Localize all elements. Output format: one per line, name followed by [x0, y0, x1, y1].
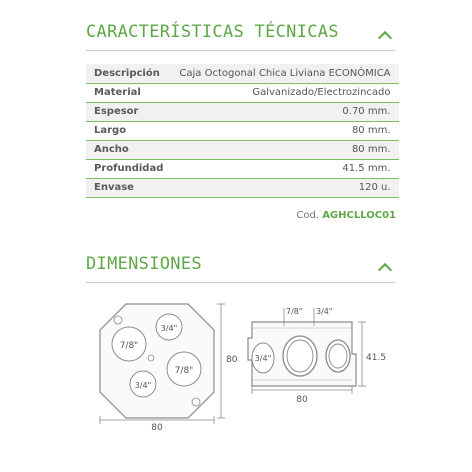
table-row: [86, 83, 399, 102]
table-row: [86, 140, 399, 159]
dimensions-header[interactable]: [86, 254, 395, 283]
height-label: 80: [226, 355, 238, 365]
knockout-circle: [326, 340, 350, 372]
product-code-label: Cod.: [296, 210, 319, 221]
height-label: 41.5: [366, 353, 387, 363]
top-knockout-label: 3/4": [316, 307, 333, 316]
table-row: [86, 64, 399, 83]
spec-value: 41.5 mm.: [342, 163, 391, 174]
spec-label: Largo: [94, 125, 127, 136]
table-row: [86, 121, 399, 140]
side-view-diagram: [244, 298, 394, 410]
dimensions-title: DIMENSIONES: [86, 254, 202, 274]
spec-label: Espesor: [94, 106, 139, 117]
table-row: [86, 102, 399, 121]
spec-label: Material: [94, 87, 141, 98]
table-row: [86, 178, 399, 197]
specs-table: [86, 64, 399, 198]
chevron-up-icon[interactable]: [380, 262, 389, 271]
characteristics-header[interactable]: [86, 22, 395, 51]
table-row: [86, 159, 399, 178]
knockout-label: 3/4": [160, 324, 178, 333]
knockout-label: 7/8": [119, 341, 139, 351]
characteristics-title: CARACTERÍSTICAS TÉCNICAS: [86, 22, 339, 42]
spec-label: Descripción: [94, 67, 160, 79]
spec-label: Envase: [94, 182, 134, 193]
width-label: 80: [296, 395, 308, 405]
spec-label: Ancho: [94, 144, 129, 155]
knockout-label: 7/8": [174, 366, 194, 376]
spec-value: 120 u.: [358, 182, 391, 193]
spec-value: 80 mm.: [351, 144, 391, 155]
width-label: 80: [151, 423, 163, 433]
spec-value: 80 mm.: [351, 125, 391, 136]
top-knockout-label: 7/8": [286, 307, 303, 316]
spec-value: Galvanizado/Electrozincado: [252, 87, 391, 98]
knockout-circle: [283, 336, 317, 376]
spec-label: Profundidad: [94, 163, 164, 174]
top-view-diagram: [96, 298, 246, 438]
spec-value: 0.70 mm.: [342, 106, 391, 117]
product-code-value: AGHCLLOC01: [322, 210, 396, 221]
knockout-label: 3/4": [134, 381, 152, 390]
chevron-up-icon[interactable]: [380, 30, 389, 39]
product-code: [296, 210, 396, 221]
spec-value: Caja Octogonal Chica Liviana ECONÓMICA: [179, 67, 391, 79]
knockout-label: 3/4": [254, 354, 272, 363]
